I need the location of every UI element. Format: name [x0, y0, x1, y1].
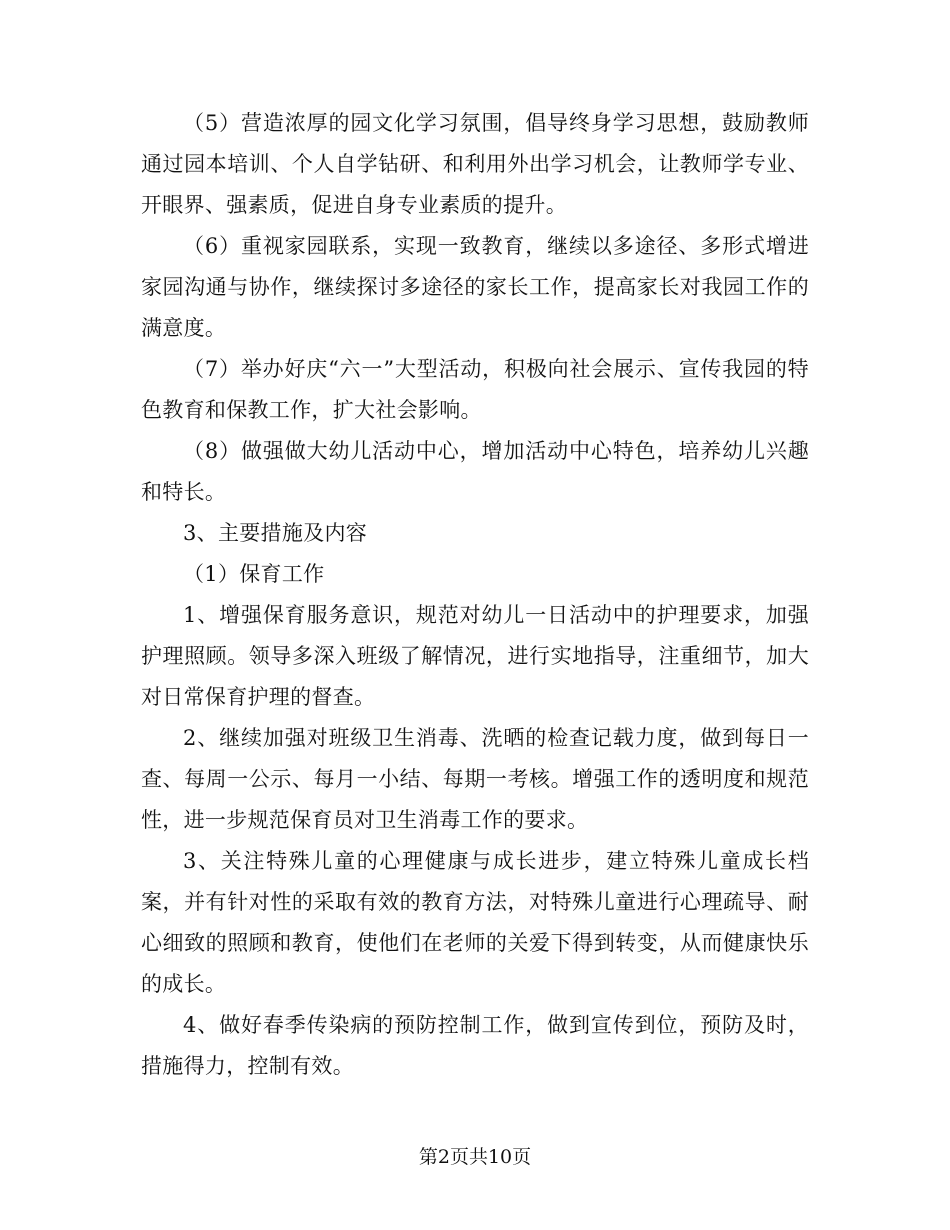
measure-item-3: 3、关注特殊儿童的心理健康与成长进步，建立特殊儿童成长档案，并有针对性的采取有效的教育方法，对特殊儿童进行心理疏导、耐心细致的照顾和教育，使他们在老师的关爱下得到转变，从而健康快乐的成长。: [141, 849, 809, 996]
paragraph-8: （8）做强做大幼儿活动中心，增加活动中心特色，培养幼儿兴趣和特长。: [141, 439, 809, 504]
subsection-heading-childcare: （1）保育工作: [183, 562, 325, 586]
document-body: [141, 103, 809, 1087]
measure-item-4: 4、做好春季传染病的预防控制工作，做到宣传到位，预防及时，措施得力，控制有效。: [141, 1013, 809, 1078]
paragraph-7: （7）举办好庆“六一”大型活动，积极向社会展示、宣传我园的特色教育和保教工作，扩大社会影响。: [141, 357, 809, 422]
measure-item-2: 2、继续加强对班级卫生消毒、洗晒的检查记载力度，做到每日一查、每周一公示、每月一小结、每期一考核。增强工作的透明度和规范性，进一步规范保育员对卫生消毒工作的要求。: [141, 726, 809, 832]
measure-item-1: 1、增强保育服务意识，规范对幼儿一日活动中的护理要求，加强护理照顾。领导多深入班级了解情况，进行实地指导，注重细节，加大对日常保育护理的督查。: [141, 603, 809, 709]
section-heading-measures: 3、主要措施及内容: [183, 521, 368, 545]
page-number-footer: 第2页共10页: [418, 1146, 532, 1168]
paragraph-6: （6）重视家园联系，实现一致教育，继续以多途径、多形式增进家园沟通与协作，继续探讨多途径的家长工作，提高家长对我园工作的满意度。: [141, 234, 809, 340]
paragraph-5: （5）营造浓厚的园文化学习氛围，倡导终身学习思想，鼓励教师通过园本培训、个人自学钻研、和利用外出学习机会，让教师学专业、开眼界、强素质，促进自身专业素质的提升。: [141, 111, 809, 217]
